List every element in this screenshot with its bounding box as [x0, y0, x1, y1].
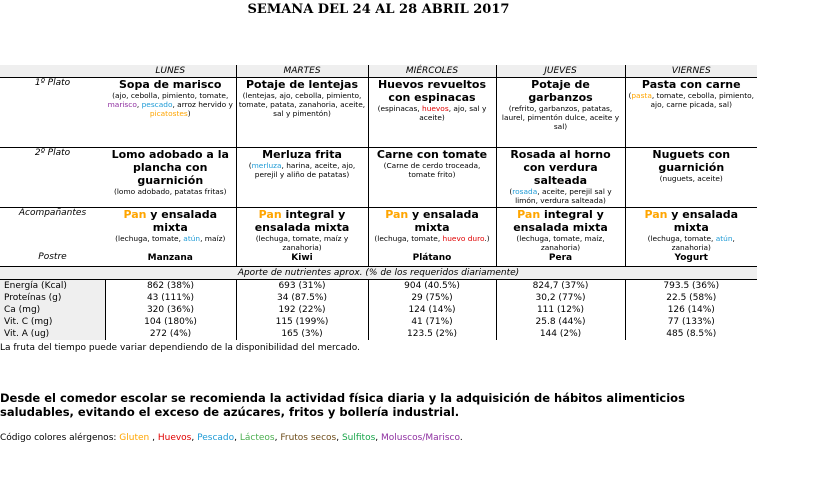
dish-ingredients: [371, 104, 494, 122]
allergen-separator: ,: [149, 433, 158, 443]
gluten-allergen-text: Pan: [517, 208, 541, 221]
pescado-allergen-text: atún: [715, 234, 733, 243]
gluten-allergen-text: picatostes: [149, 109, 188, 118]
huevos-allergen-text: huevos: [422, 104, 449, 113]
nutrient-value: 25.8 (44%): [496, 316, 625, 328]
meal-cell: [496, 148, 625, 208]
dish-name: Carne con tomate: [376, 148, 488, 161]
allergen-legend: [0, 433, 463, 443]
ingredient-text: (lechuga, tomate,: [647, 234, 716, 243]
dish-name: Pasta con carne: [641, 78, 741, 91]
nutrient-label: Vit. A (ug): [0, 328, 105, 340]
postre-cell: Plátano: [368, 252, 496, 267]
nutrient-value: 144 (2%): [496, 328, 625, 340]
dish-ingredients: [239, 91, 366, 118]
nutrient-value: 111 (12%): [496, 304, 625, 316]
allergen-sulfitos: Sulfitos: [341, 433, 376, 443]
ingredient-text: (lechuga, tomate,: [374, 234, 443, 243]
ingredient-text: , maíz): [200, 234, 226, 243]
meal-cell: [625, 148, 757, 208]
nutrient-value: 34 (87.5%): [236, 292, 368, 304]
nutrient-value: 126 (14%): [625, 304, 757, 316]
gluten-allergen-text: pasta: [631, 91, 652, 100]
dish-ingredients: [107, 234, 234, 243]
dish-name: [499, 208, 623, 234]
dish-name: Sopa de marisco: [119, 78, 222, 91]
meal-cell: [625, 208, 757, 253]
dish-name: [239, 208, 366, 234]
row-label-acomp: Acompañantes: [0, 208, 105, 253]
menu-table: [0, 65, 757, 340]
day-header-row: [0, 65, 757, 78]
nutrient-value: 124 (14%): [368, 304, 496, 316]
day-header: LUNES: [105, 65, 236, 78]
postre-cell: Kiwi: [236, 252, 368, 267]
allergen-list: [119, 433, 462, 443]
gluten-allergen-text: Pan: [644, 208, 668, 221]
row-plato2: [0, 148, 757, 208]
ingredient-text: ): [187, 109, 191, 118]
meal-cell: [236, 208, 368, 253]
nutrient-value: 793.5 (36%): [625, 280, 757, 293]
dish-name: [371, 208, 494, 234]
meal-cell: [625, 78, 757, 148]
header-corner: [0, 65, 105, 78]
dish-ingredients: [107, 91, 234, 118]
allergen-separator: ,: [191, 433, 198, 443]
dish-ingredients: [107, 187, 234, 196]
ingredient-text: (lomo adobado, patatas fritas): [113, 187, 227, 196]
pescado-allergen-text: atún: [183, 234, 201, 243]
dish-ingredients: [628, 91, 756, 109]
day-header: JUEVES: [496, 65, 625, 78]
meal-cell: [105, 78, 236, 148]
allergen-huevos: Huevos: [157, 433, 192, 443]
postre-cell: Yogurt: [625, 252, 757, 267]
nutrient-value: 30,2 (77%): [496, 292, 625, 304]
row-plato1: [0, 78, 757, 148]
allergen-gluten: Gluten: [119, 433, 150, 443]
nutrient-value: 29 (75%): [368, 292, 496, 304]
day-header: VIERNES: [625, 65, 757, 78]
allergen-separator: ,: [336, 433, 342, 443]
ingredient-text: , aceite, perejil sal y limón, verdura salteada): [515, 187, 612, 205]
meal-cell: [496, 78, 625, 148]
dish-ingredients: [499, 104, 623, 131]
meal-cell: [496, 208, 625, 253]
recommendation-text: Desde el comedor escolar se recomienda la actividad física diaria y la adquisición de hábitos alimenticios saludables, evitando el exceso de azúcares, fritos y bollería industrial.: [0, 391, 685, 419]
ingredient-text: (Carne de cerdo troceada, tomate frito): [383, 161, 481, 179]
meal-cell: [368, 78, 496, 148]
ingredient-text: (: [509, 187, 513, 196]
ingredient-text: (espinacas,: [377, 104, 423, 113]
pescado-allergen-text: rosada: [512, 187, 538, 196]
row-label-plato1: 1º Plato: [0, 78, 105, 148]
ingredient-text: (lechuga, tomate, maíz y zanahoria): [255, 234, 349, 252]
gluten-allergen-text: Pan: [385, 208, 409, 221]
row-postre: [0, 252, 757, 267]
day-header: MIÉRCOLES: [368, 65, 496, 78]
allergen-separator: ,: [234, 433, 240, 443]
nutrient-row: [0, 304, 757, 316]
dish-name: [628, 208, 756, 234]
ingredient-text: (lechuga, tomate,: [115, 234, 184, 243]
nutrient-value: 77 (133%): [625, 316, 757, 328]
pescado-allergen-text: pescado: [141, 100, 173, 109]
nutrient-label: Energía (Kcal): [0, 280, 105, 293]
allergen-separator: ,: [274, 433, 281, 443]
dish-name: [107, 208, 234, 234]
dish-text: y ensalada mixta: [667, 208, 739, 234]
allergen-lacteos: Lácteos: [239, 433, 275, 443]
meal-cell: [236, 148, 368, 208]
row-acomp: [0, 208, 757, 253]
aporte-row: [0, 267, 757, 280]
nutrient-label: Proteínas (g): [0, 292, 105, 304]
meal-cell: [105, 148, 236, 208]
ingredient-text: (refrito, garbanzos, patatas, laurel, pimentón dulce, aceite y sal): [501, 104, 620, 131]
meal-cell: [368, 208, 496, 253]
gluten-allergen-text: Pan: [258, 208, 282, 221]
dish-ingredients: [239, 161, 366, 179]
aporte-label: Aporte de nutrientes aprox. (% de los requeridos diariamente): [0, 267, 757, 280]
nutrient-value: 192 (22%): [236, 304, 368, 316]
allergen-pescado: Pescado: [197, 433, 235, 443]
meal-cell: [368, 148, 496, 208]
nutrient-row: [0, 316, 757, 328]
nutrient-value: 41 (71%): [368, 316, 496, 328]
allergen-separator: ,: [375, 433, 382, 443]
nutrient-value: 272 (4%): [105, 328, 236, 340]
row-label-postre: Postre: [38, 252, 67, 262]
ingredient-text: (: [628, 91, 632, 100]
allergen-frutos: Frutos secos: [280, 433, 337, 443]
ingredient-text: (lentejas, ajo, cebolla, pimiento, tomate, patata, zanahoria, aceite, sal y pimentón): [238, 91, 366, 118]
dish-ingredients: [239, 234, 366, 252]
ingredient-text: (nuguets, aceite): [659, 174, 723, 183]
dish-text: y ensalada mixta: [408, 208, 479, 234]
nutrient-value: 904 (40.5%): [368, 280, 496, 293]
dish-ingredients: [628, 174, 756, 183]
ingredient-text: (ajo, cebolla, pimiento, tomate,: [112, 91, 229, 100]
dish-ingredients: [628, 234, 756, 252]
nutrient-row: [0, 292, 757, 304]
nutrient-value: 485 (8.5%): [625, 328, 757, 340]
nutrient-value: 115 (199%): [236, 316, 368, 328]
dish-ingredients: [371, 161, 494, 179]
pescado-allergen-text: merluza: [251, 161, 282, 170]
nutrient-row: [0, 280, 757, 293]
allergen-moluscos: Moluscos/Marisco: [381, 433, 460, 443]
dish-name: Merluza frita: [262, 148, 342, 161]
nutrient-value: 165 (3%): [236, 328, 368, 340]
dish-ingredients: [371, 234, 494, 243]
allergen-legend-label: Código colores alérgenos:: [0, 433, 117, 443]
dish-name: Potaje de garbanzos: [528, 78, 593, 104]
dish-text: integral y ensalada mixta: [513, 208, 608, 234]
dish-ingredients: [499, 187, 623, 205]
meal-cell: [236, 78, 368, 148]
huevos-allergen-text: huevo duro: [442, 234, 485, 243]
nutrient-value: 862 (38%): [105, 280, 236, 293]
ingredient-text: .): [484, 234, 490, 243]
dish-name: Nuguets con guarnición: [652, 148, 731, 174]
nutrient-row: [0, 328, 757, 340]
ingredient-text: ,: [136, 100, 142, 109]
nutrient-value: 104 (180%): [105, 316, 236, 328]
dish-name: Potaje de lentejas: [245, 78, 359, 91]
ingredient-text: , harina, aceite, ajo, perejil y aliño de patatas): [254, 161, 356, 179]
dish-ingredients: [499, 234, 623, 252]
ingredient-text: (: [248, 161, 252, 170]
dish-name: Lomo adobado a la plancha con guarnición: [111, 148, 229, 187]
moluscos-allergen-text: marisco: [107, 100, 137, 109]
day-header: MARTES: [236, 65, 368, 78]
ingredient-text: , zanahoria): [671, 234, 735, 252]
page-title: SEMANA DEL 24 AL 28 ABRIL 2017: [247, 2, 510, 17]
postre-cell: Manzana: [147, 253, 193, 263]
nutrient-label: Ca (mg): [0, 304, 105, 316]
ingredient-text: , ajo, sal y aceite): [419, 104, 487, 122]
nutrient-label: Vit. C (mg): [0, 316, 105, 328]
row-label-plato2: 2º Plato: [0, 148, 105, 208]
nutrient-value: 43 (111%): [105, 292, 236, 304]
dish-text: integral y ensalada mixta: [254, 208, 350, 234]
fruit-note: La fruta del tiempo puede variar dependiendo de la disponibilidad del mercado.: [0, 343, 360, 353]
meal-cell: [105, 208, 236, 253]
allergen-separator: .: [459, 433, 463, 443]
nutrient-value: 123.5 (2%): [368, 328, 496, 340]
dish-name: Rosada al horno con verdura salteada: [510, 148, 611, 187]
nutrient-value: 824,7 (37%): [496, 280, 625, 293]
nutrients-body: [0, 280, 757, 341]
ingredient-text: , arroz hervido y: [172, 100, 233, 109]
nutrient-value: 320 (36%): [105, 304, 236, 316]
dish-name: Huevos revueltos con espinacas: [377, 78, 487, 104]
gluten-allergen-text: Pan: [123, 208, 147, 221]
nutrient-value: 693 (31%): [236, 280, 368, 293]
dish-text: y ensalada mixta: [146, 208, 218, 234]
nutrient-value: 22.5 (58%): [625, 292, 757, 304]
ingredient-text: (lechuga, tomate, maíz, zanahoria): [516, 234, 605, 252]
ingredient-text: , tomate, cebolla, pimiento, ajo, carne picada, sal): [650, 91, 755, 109]
postre-cell: Pera: [496, 252, 625, 267]
